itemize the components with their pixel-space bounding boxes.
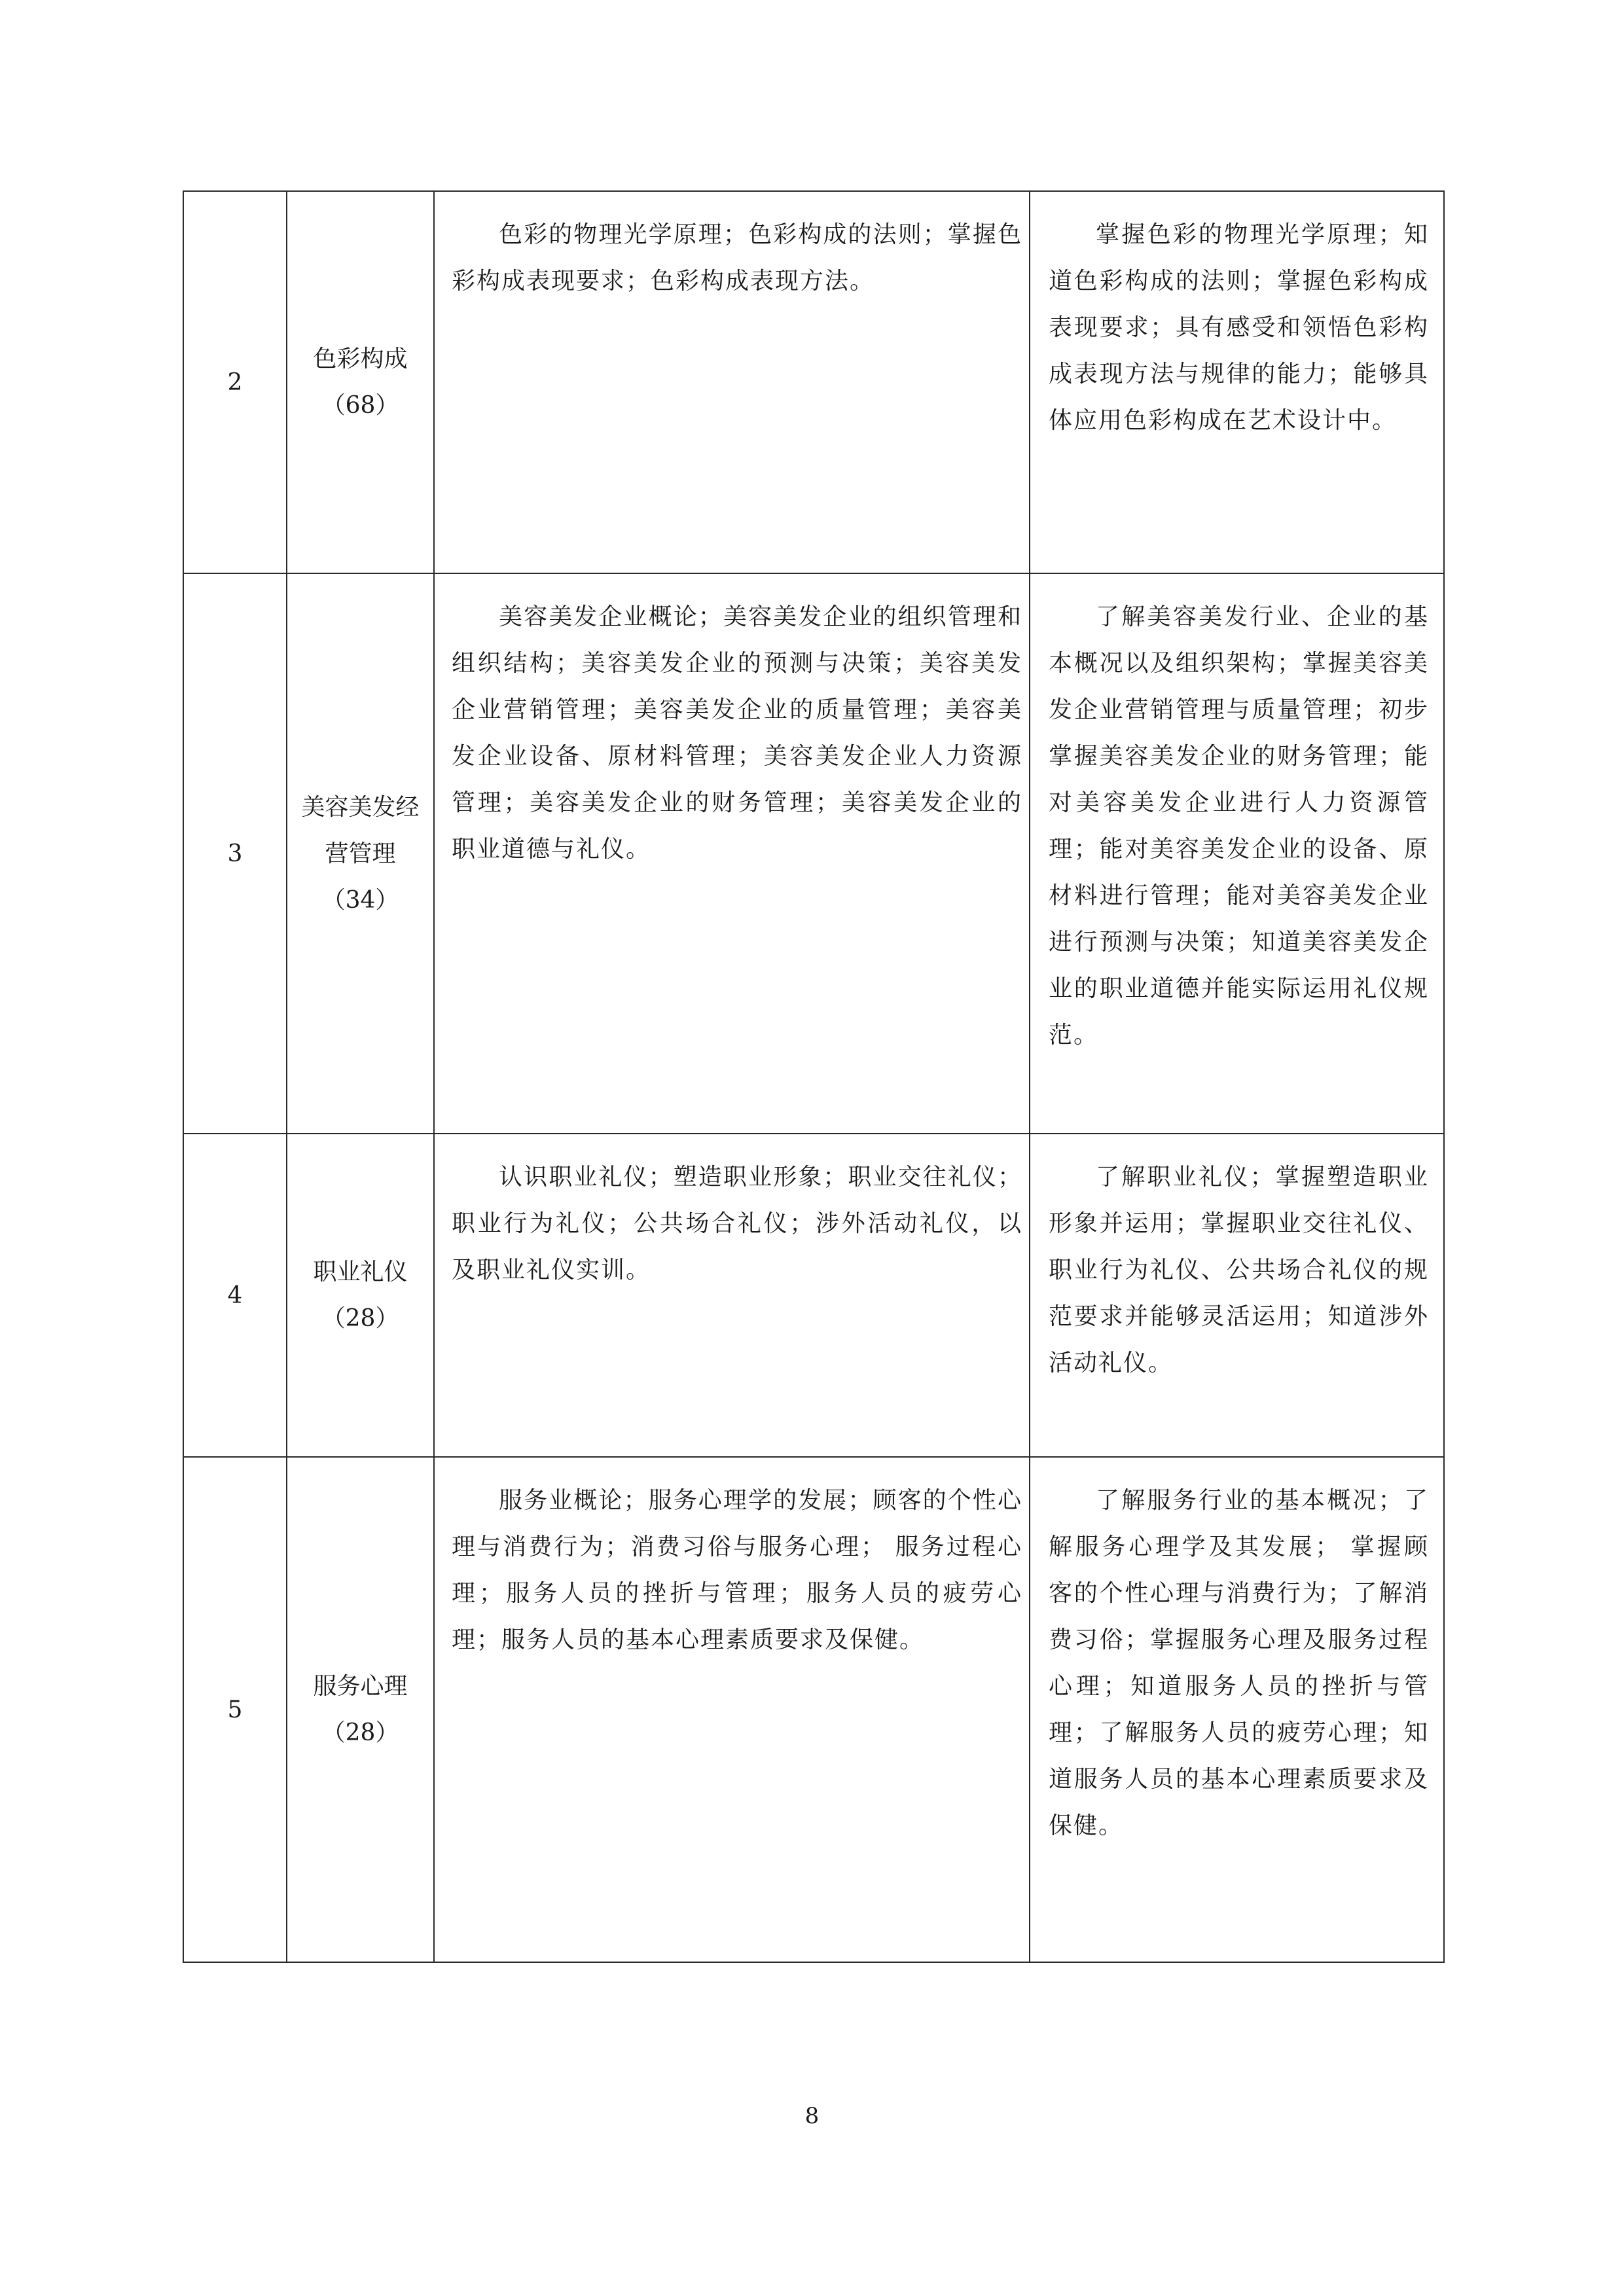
course-name-cell bbox=[287, 1457, 434, 1962]
course-goal-cell bbox=[1030, 1457, 1444, 1962]
course-hours: （28） bbox=[321, 1305, 399, 1332]
course-content-cell bbox=[434, 1134, 1030, 1457]
course-table bbox=[183, 190, 1445, 1963]
course-name: 服务心理 bbox=[313, 1673, 408, 1700]
course-content: 认识职业礼仪；塑造职业形象；职业交往礼仪；职业行为礼仪；公共场合礼仪；涉外活动礼仪，以及职业礼仪实训。 bbox=[452, 1164, 1022, 1283]
course-content-cell bbox=[434, 573, 1030, 1134]
course-name-cell bbox=[287, 1134, 434, 1457]
course-name-cell bbox=[287, 573, 434, 1134]
course-goal: 了解服务行业的基本概况；了解服务心理学及其发展； 掌握顾客的个性心理与消费行为；了解消费习俗；掌握服务心理及服务过程心理；知道服务人员的挫折与管理；了解服务人员的疲劳心理；知道服务人员的基本心理素质要求及保健。 bbox=[1049, 1487, 1429, 1839]
course-name: 美容美发经营管理 bbox=[301, 793, 420, 867]
course-goal-cell bbox=[1030, 191, 1444, 573]
course-name-cell bbox=[287, 191, 434, 573]
course-content-cell bbox=[434, 1457, 1030, 1962]
row-number: 4 bbox=[183, 1134, 287, 1457]
course-goal: 掌握色彩的物理光学原理；知道色彩构成的法则；掌握色彩构成表现要求；具有感受和领悟色彩构成表现方法与规律的能力；能够具体应用色彩构成在艺术设计中。 bbox=[1049, 221, 1429, 434]
course-goal-cell bbox=[1030, 1134, 1444, 1457]
course-content: 服务业概论；服务心理学的发展；顾客的个性心理与消费行为；消费习俗与服务心理； 服务过程心理；服务人员的挫折与管理；服务人员的疲劳心理；服务人员的基本心理素质要求及保健。 bbox=[452, 1487, 1022, 1653]
course-goal-cell bbox=[1030, 573, 1444, 1134]
course-goal: 了解美容美发行业、企业的基本概况以及组织架构；掌握美容美发企业营销管理与质量管理；初步掌握美容美发企业的财务管理；能对美容美发企业进行人力资源管理；能对美容美发企业的设备、原材料进行管理；能对美容美发企业进行预测与决策；知道美容美发企业的职业道德并能实际运用礼仪规范。 bbox=[1049, 603, 1429, 1049]
course-goal: 了解职业礼仪；掌握塑造职业形象并运用；掌握职业交往礼仪、职业行为礼仪、公共场合礼仪的规范要求并能够灵活运用；知道涉外活动礼仪。 bbox=[1049, 1164, 1429, 1376]
course-hours: （68） bbox=[321, 392, 399, 419]
row-number: 3 bbox=[183, 573, 287, 1134]
table-row bbox=[183, 573, 1444, 1134]
table-row bbox=[183, 191, 1444, 573]
course-name: 色彩构成 bbox=[313, 346, 408, 372]
table-row bbox=[183, 1134, 1444, 1457]
row-number: 5 bbox=[183, 1457, 287, 1962]
course-content: 色彩的物理光学原理；色彩构成的法则；掌握色彩构成表现要求；色彩构成表现方法。 bbox=[452, 221, 1022, 295]
course-hours: （34） bbox=[321, 886, 399, 914]
course-content-cell bbox=[434, 191, 1030, 573]
course-hours: （28） bbox=[321, 1719, 399, 1746]
course-name: 职业礼仪 bbox=[313, 1259, 408, 1285]
row-number: 2 bbox=[183, 191, 287, 573]
table-row bbox=[183, 1457, 1444, 1962]
page-number: 8 bbox=[804, 2103, 820, 2129]
course-content: 美容美发企业概论；美容美发企业的组织管理和组织结构；美容美发企业的预测与决策；美容美发企业营销管理；美容美发企业的质量管理；美容美发企业设备、原材料管理；美容美发企业人力资源管理；美容美发企业的财务管理；美容美发企业的职业道德与礼仪。 bbox=[452, 603, 1022, 863]
